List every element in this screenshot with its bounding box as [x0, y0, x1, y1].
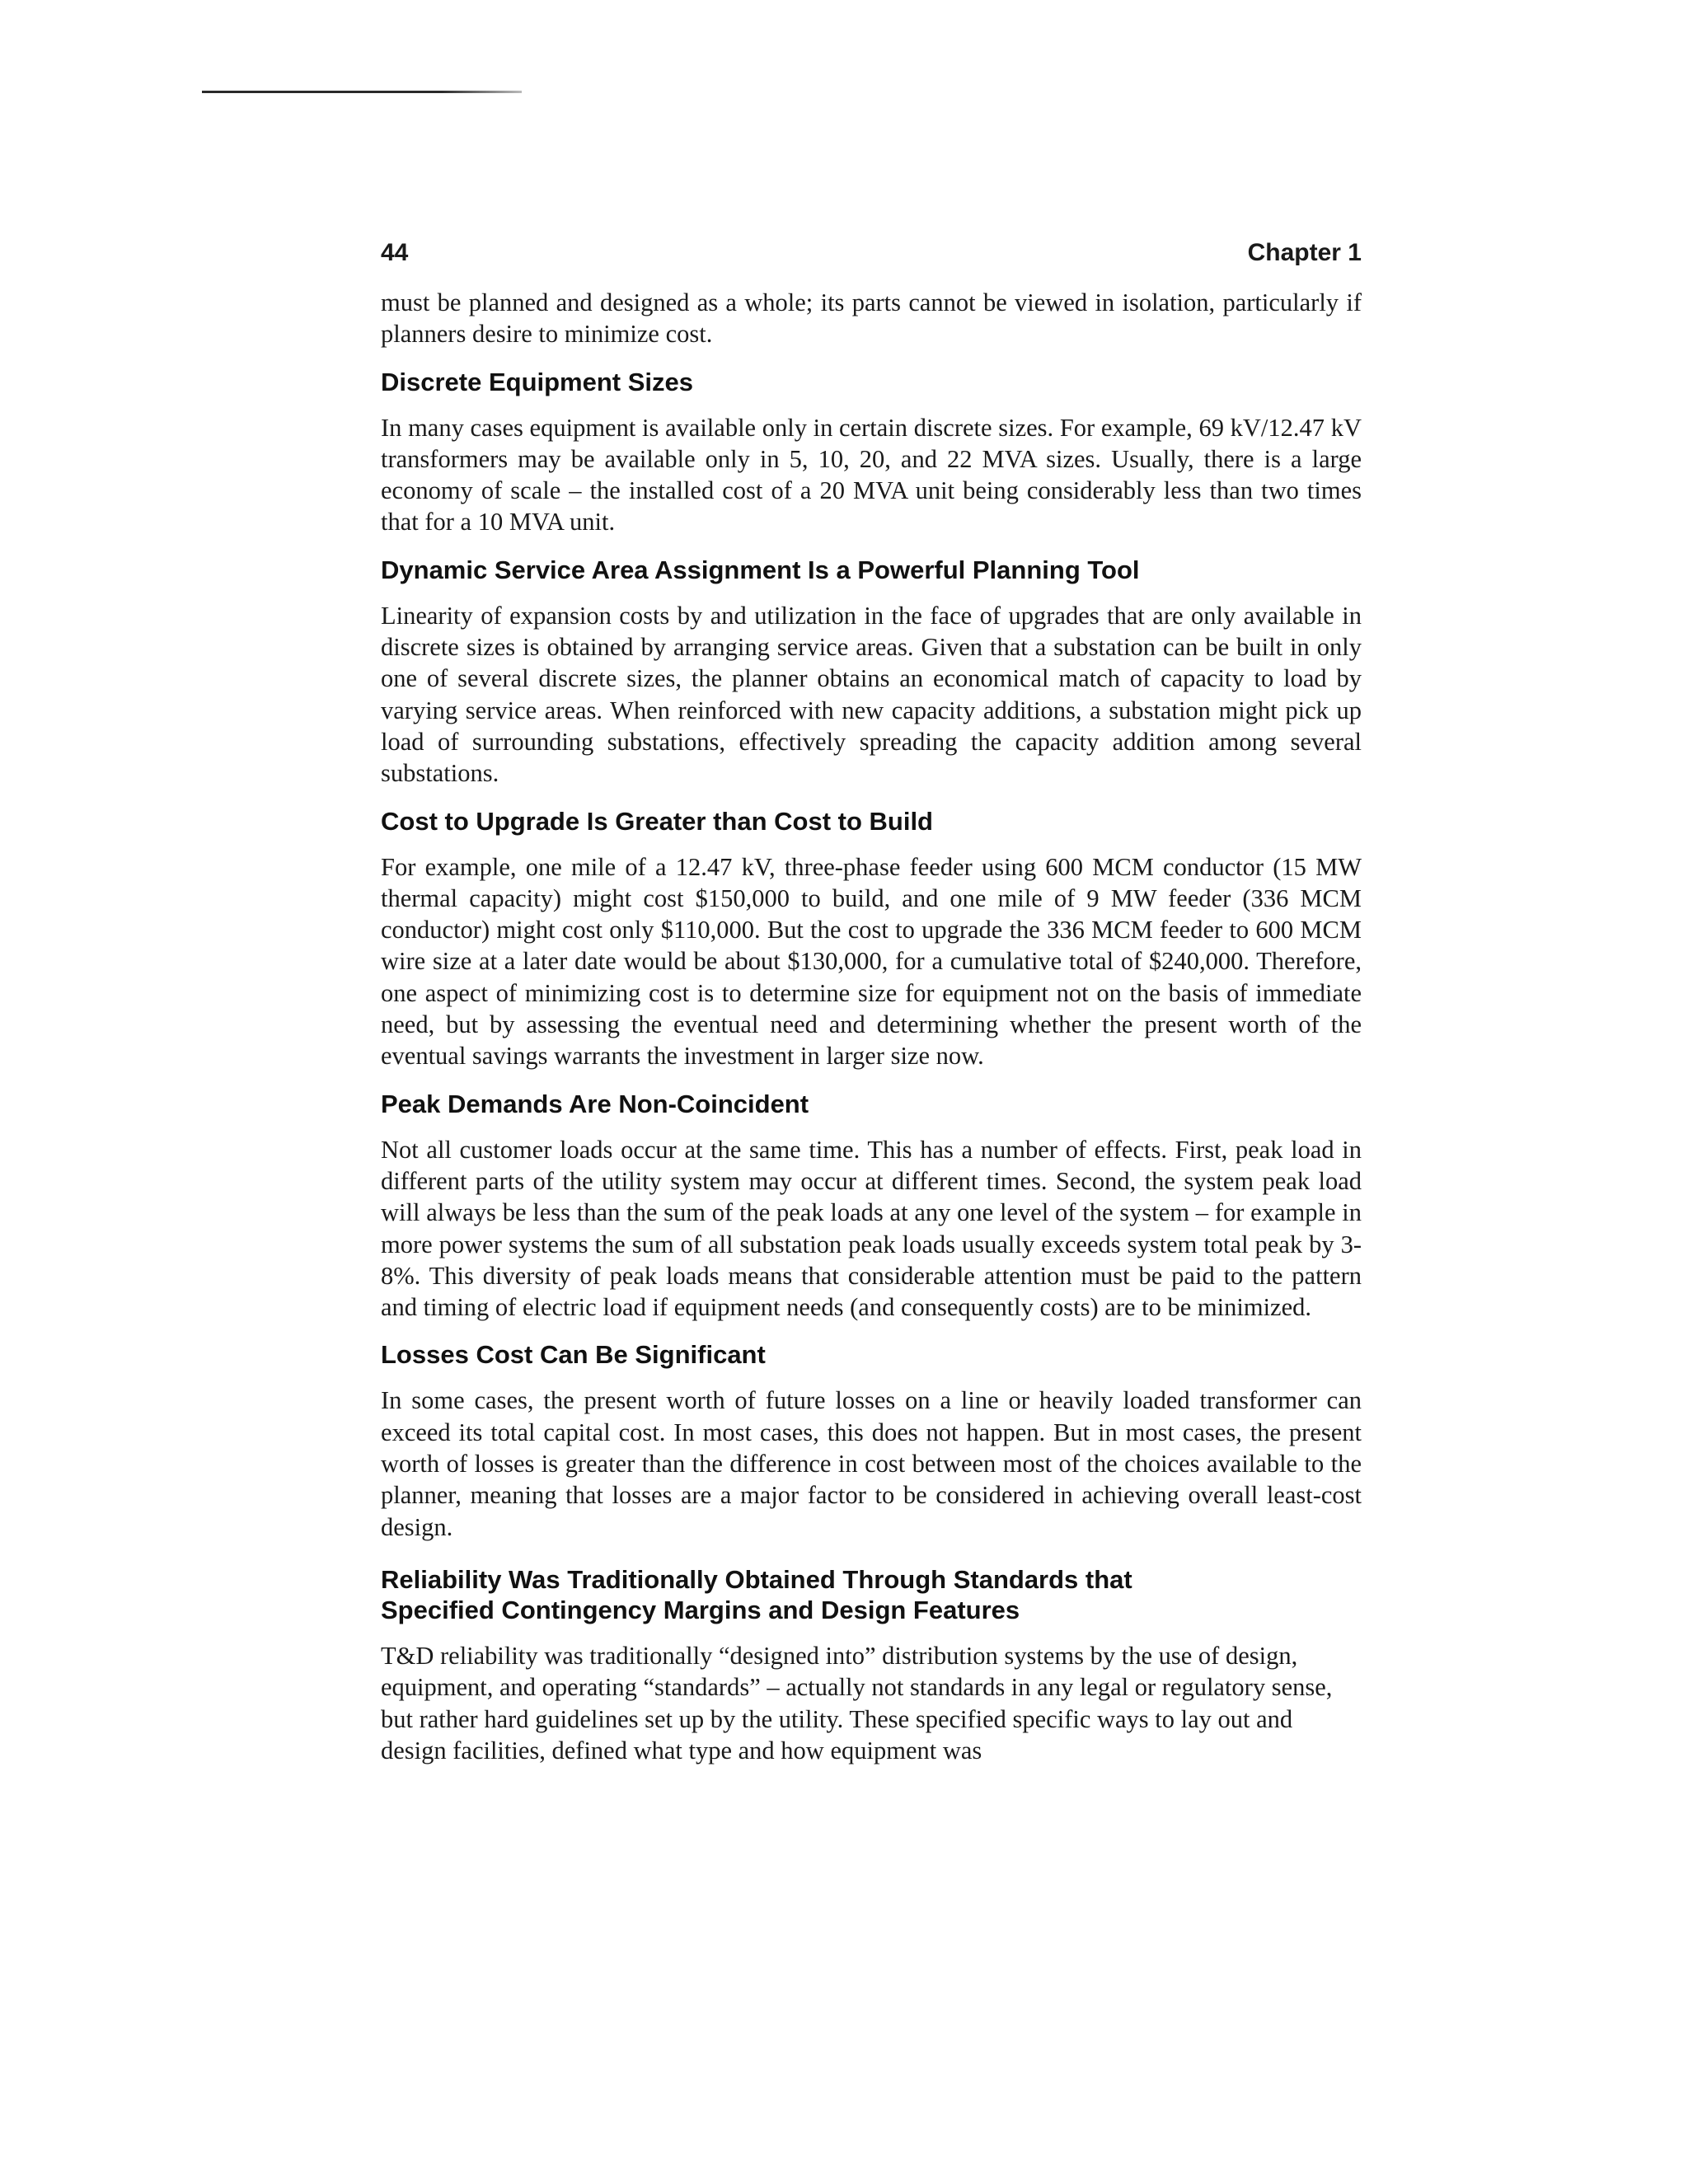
running-head [381, 239, 1362, 275]
section-paragraph-losses-cost: In some cases, the present worth of future losses on a line or heavily loaded transformer can exceed its total capital cost. In most cases, this does not happen. But in most cases, the present worth of losses is greater than the difference in cost between most of the choices available to the planner, meaning that losses are a major factor to be considered in achieving overall least-cost design. [381, 1386, 1362, 1541]
section-heading-cost-to-upgrade: Cost to Upgrade Is Greater than Cost to Build [381, 806, 933, 836]
section-heading-reliability: Reliability Was Traditionally Obtained Through Standards that Specified Contingency Margins and Design Features [381, 1564, 1132, 1624]
section-heading-peak-demands: Peak Demands Are Non-Coincident [381, 1089, 809, 1118]
top-rule [202, 91, 522, 93]
section-paragraph-dynamic-service-area: Linearity of expansion costs by and utilization in the face of upgrades that are only available in discrete sizes is obtained by arranging service areas. Given that a substation can be built in only one of several discrete sizes, the planner obtains an economical match of capacity to load by varying service areas. When reinforced with new capacity additions, a substation might pick up load of surrounding substations, effectively spreading the capacity addition among several substations. [381, 601, 1362, 788]
page-number: 44 [381, 239, 409, 266]
intro-paragraph: must be planned and designed as a whole; its parts cannot be viewed in isolation, particularly if planners desire to minimize cost. [381, 288, 1362, 349]
section-heading-dynamic-service-area: Dynamic Service Area Assignment Is a Powerful Planning Tool [381, 555, 1140, 584]
chapter-label: Chapter 1 [1247, 239, 1362, 266]
section-paragraph-peak-demands: Not all customer loads occur at the same time. This has a number of effects. First, peak load in different parts of the utility system may occur at different times. Second, the system peak load will always be less than the sum of the peak loads at any one level of the system – for example in more power systems the sum of all substation peak loads usually exceeds system total peak by 3-8%. This diversity of peak loads means that considerable attention must be paid to the pattern and timing of electric load if equipment needs (and consequently costs) are to be minimized. [381, 1135, 1362, 1322]
section-heading-losses-cost: Losses Cost Can Be Significant [381, 1340, 766, 1370]
page-body [381, 287, 1362, 1766]
section-paragraph-reliability: T&D reliability was traditionally “designed into” distribution systems by the use of design, equipment, and operating “standards” – actually not standards in any legal or regulatory sense, but rather hard guidelines set up by the utility. These specified specific ways to lay out and design facilities, defined what type and how equipment was [381, 1641, 1333, 1765]
section-paragraph-discrete-equipment-sizes: In many cases equipment is available only in certain discrete sizes. For example, 69 kV/12.47 kV transformers may be available only in 5, 10, 20, and 22 MVA sizes. Usually, there is a large economy of scale – the installed cost of a 20 MVA unit being considerably less than two times that for a 10 MVA unit. [381, 413, 1362, 537]
section-heading-discrete-equipment-sizes: Discrete Equipment Sizes [381, 367, 694, 396]
section-paragraph-cost-to-upgrade: For example, one mile of a 12.47 kV, three-phase feeder using 600 MCM conductor (15 MW thermal capacity) might cost $150,000 to build, and one mile of 9 MW feeder (336 MCM conductor) might cost only $110,000. But the cost to upgrade the 336 MCM feeder to 600 MCM wire size at a later date would be about $130,000, for a cumulative total of $240,000. Therefore, one aspect of minimizing cost is to determine size for equipment not on the basis of immediate need, but by assessing the eventual need and determining whether the present worth of the eventual savings warrants the investment in larger size now. [381, 852, 1362, 1071]
